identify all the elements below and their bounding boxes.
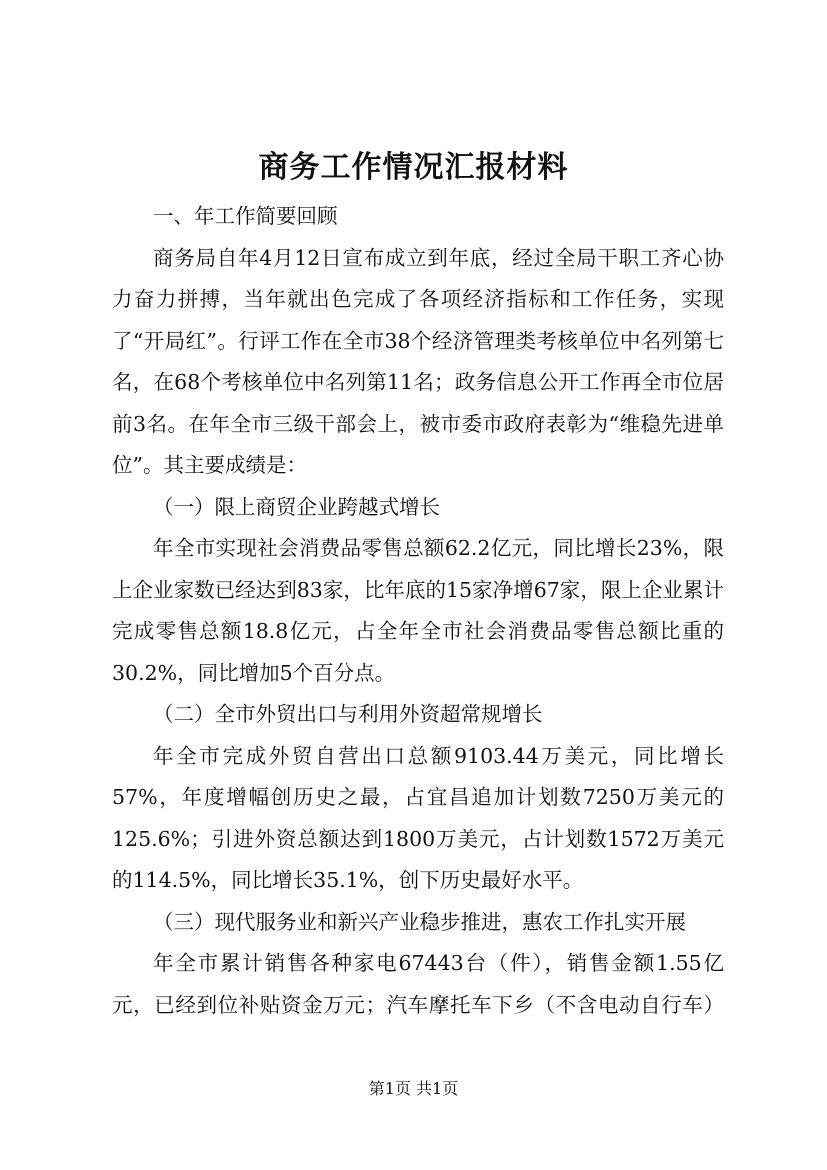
page-number-footer: 第1页 共1页 [368,1079,459,1098]
paragraph-retail: 年全市实现社会消费品零售总额62.2亿元，同比增长23%，限上企业家数已经达到83家，比年底的15家净增67家，限上企业累计完成零售总额18.8亿元，占全年全市社会消费品零售总额比重的30.2%，同比增加5个百分点。 [112,536,724,685]
section-heading: 一、年工作简要回顾 [153,204,338,228]
paragraph-intro: 商务局自年4月12日宣布成立到年底，经过全局干职工齐心协力奋力拼搏，当年就出色完成了各项经济指标和工作任务，实现了“开局红”。行评工作在全市38个经济管理类考核单位中名列第七名，在68个考核单位中名列第11名；政务信息公开工作再全市位居前3名。在年全市三级干部会上，被市委市政府表彰为“维稳先进单位”。其主要成绩是： [112,245,724,477]
document-title: 商务工作情况汇报材料 [258,150,569,185]
paragraph-services: 年全市累计销售各种家电67443台（件），销售金额1.55亿元，已经到位补贴资金万元；汽车摩托车下乡（不含电动自行车） [112,951,724,1017]
subheading-services: （三）现代服务业和新兴产业稳步推进，惠农工作扎实开展 [153,909,686,934]
subheading-retail: （一）限上商贸企业跨越式增长 [153,494,440,519]
document-body [112,196,724,1026]
subheading-foreign-trade: （二）全市外贸出口与利用外资超常规增长 [153,702,543,726]
paragraph-foreign-trade: 年全市完成外贸自营出口总额9103.44万美元，同比增长57%，年度增幅创历史之最，占宜昌追加计划数7250万美元的125.6%；引进外资总额达到1800万美元，占计划数1572万美元的114.5%，同比增长35.1%，创下历史最好水平。 [112,743,724,892]
